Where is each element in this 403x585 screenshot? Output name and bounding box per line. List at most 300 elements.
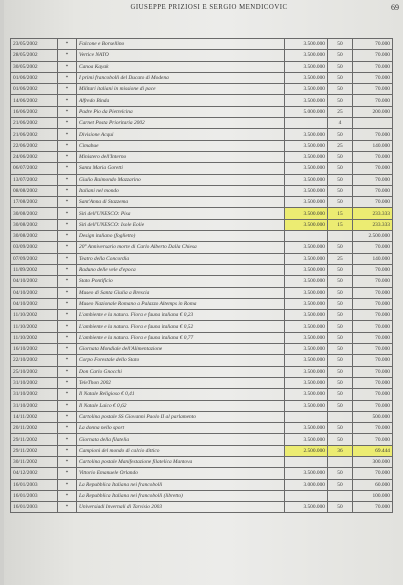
quantity-cell: 50 xyxy=(328,185,353,196)
table-row xyxy=(11,456,393,467)
quantity-cell: 50 xyxy=(328,95,353,106)
total-cell: 70.000 xyxy=(353,400,393,411)
table-row xyxy=(11,129,393,140)
quantity-cell: 15 xyxy=(328,219,353,230)
issue-date-cell: 30/08/2002 xyxy=(11,208,58,219)
print-run-cell: 3.000.000 xyxy=(285,479,328,490)
print-run-cell: 3.500.000 xyxy=(285,151,328,162)
print-run-cell: 3.500.000 xyxy=(285,423,328,434)
mark-cell: * xyxy=(58,39,77,50)
quantity-cell: 50 xyxy=(328,61,353,72)
mark-cell: * xyxy=(58,197,77,208)
issue-date-cell: 04/10/2002 xyxy=(11,276,58,287)
print-run-cell: 3.500.000 xyxy=(285,50,328,61)
issue-title-cell: Il Natale Laico € 0,62 xyxy=(77,400,285,411)
print-run-cell: 3.500.000 xyxy=(285,61,328,72)
total-cell: 70.000 xyxy=(353,151,393,162)
mark-cell: * xyxy=(58,174,77,185)
mark-cell: * xyxy=(58,219,77,230)
document-page xyxy=(4,0,403,585)
table-row xyxy=(11,197,393,208)
total-cell: 300.000 xyxy=(353,456,393,467)
mark-cell: * xyxy=(58,208,77,219)
print-run-cell: 3.500.000 xyxy=(285,253,328,264)
issue-date-cell: 07/09/2002 xyxy=(11,253,58,264)
page-number: 69 xyxy=(391,3,399,12)
issue-date-cell: 22/10/2002 xyxy=(11,355,58,366)
issue-date-cell: 16/01/2003 xyxy=(11,479,58,490)
issue-date-cell: 28/05/2002 xyxy=(11,50,58,61)
issue-date-cell: 04/10/2002 xyxy=(11,287,58,298)
issue-date-cell: 29/11/2002 xyxy=(11,434,58,445)
issue-date-cell: 24/06/2002 xyxy=(11,151,58,162)
table-row xyxy=(11,479,393,490)
mark-cell: * xyxy=(58,253,77,264)
issue-title-cell: Museo di Santa Giulia a Brescia xyxy=(77,287,285,298)
print-run-cell: 3.500.000 xyxy=(285,242,328,253)
table-row xyxy=(11,287,393,298)
mark-cell: * xyxy=(58,445,77,456)
print-run-cell: 3.500.000 xyxy=(285,219,328,230)
issue-date-cell: 31/10/2002 xyxy=(11,389,58,400)
mark-cell: * xyxy=(58,264,77,275)
print-run-cell: 3.500.000 xyxy=(285,310,328,321)
table-row xyxy=(11,389,393,400)
quantity-cell: 50 xyxy=(328,287,353,298)
issue-title-cell: Padre Pio da Pietrelcina xyxy=(77,106,285,117)
mark-cell: * xyxy=(58,423,77,434)
quantity-cell: 50 xyxy=(328,355,353,366)
total-cell: 70.000 xyxy=(353,39,393,50)
table-row xyxy=(11,219,393,230)
print-run-cell: 3.500.000 xyxy=(285,366,328,377)
issue-date-cell: 20/11/2002 xyxy=(11,423,58,434)
quantity-cell: 36 xyxy=(328,445,353,456)
table-body xyxy=(11,39,393,513)
issue-date-cell: 16/06/2002 xyxy=(11,106,58,117)
print-run-cell: 3.500.000 xyxy=(285,276,328,287)
mark-cell: * xyxy=(58,321,77,332)
quantity-cell: 50 xyxy=(328,50,353,61)
table-row xyxy=(11,208,393,219)
total-cell: 70.000 xyxy=(353,95,393,106)
issue-title-cell: Carnet Posta Prioritaria 2002 xyxy=(77,118,285,129)
print-run-cell: 3.500.000 xyxy=(285,389,328,400)
issue-date-cell: 30/08/2002 xyxy=(11,231,58,242)
print-run-cell: 3.500.000 xyxy=(285,95,328,106)
table-row xyxy=(11,264,393,275)
print-run-cell: 5.000.000 xyxy=(285,106,328,117)
mark-cell: * xyxy=(58,140,77,151)
total-cell: 70.000 xyxy=(353,185,393,196)
print-run-cell xyxy=(285,456,328,467)
issue-title-cell: Cimabue xyxy=(77,140,285,151)
quantity-cell: 50 xyxy=(328,389,353,400)
table-row xyxy=(11,253,393,264)
print-run-cell: 3.500.000 xyxy=(285,163,328,174)
issue-date-cell: 16/10/2002 xyxy=(11,344,58,355)
issue-title-cell: Divisione Acqui xyxy=(77,129,285,140)
issue-date-cell: 29/11/2002 xyxy=(11,445,58,456)
quantity-cell: 25 xyxy=(328,106,353,117)
print-run-cell: 3.500.000 xyxy=(285,185,328,196)
total-cell: 70.000 xyxy=(353,434,393,445)
table-row xyxy=(11,468,393,479)
issue-title-cell: Stato Pontificio xyxy=(77,276,285,287)
issue-date-cell: 04/12/2002 xyxy=(11,468,58,479)
total-cell: 70.000 xyxy=(353,163,393,174)
mark-cell: * xyxy=(58,502,77,513)
issue-title-cell: 20° Anniversario morte di Carlo Alberto Dalla Chiesa xyxy=(77,242,285,253)
print-run-cell xyxy=(285,411,328,422)
issue-title-cell: L'ambiente e la natura. Flora e fauna italiana € 0,77 xyxy=(77,332,285,343)
table-row xyxy=(11,502,393,513)
quantity-cell: 50 xyxy=(328,321,353,332)
print-run-cell: 3.500.000 xyxy=(285,321,328,332)
issue-date-cell: 14/06/2002 xyxy=(11,95,58,106)
total-cell: 70.000 xyxy=(353,174,393,185)
issue-title-cell: Siti dell'UNESCO: Isole Eolie xyxy=(77,219,285,230)
mark-cell: * xyxy=(58,479,77,490)
mark-cell: * xyxy=(58,163,77,174)
total-cell: 70.000 xyxy=(353,344,393,355)
mark-cell: * xyxy=(58,468,77,479)
issue-title-cell: Corpo Forestale dello Stato xyxy=(77,355,285,366)
table-row xyxy=(11,50,393,61)
total-cell: 70.000 xyxy=(353,423,393,434)
quantity-cell: 50 xyxy=(328,366,353,377)
total-cell: 233.333 xyxy=(353,208,393,219)
print-run-cell: 3.500.000 xyxy=(285,400,328,411)
table-row xyxy=(11,411,393,422)
total-cell: 70.000 xyxy=(353,276,393,287)
print-run-cell xyxy=(285,231,328,242)
mark-cell: * xyxy=(58,185,77,196)
print-run-cell xyxy=(285,490,328,501)
issue-date-cell: 06/07/2002 xyxy=(11,163,58,174)
issue-date-cell: 08/08/2002 xyxy=(11,185,58,196)
issue-title-cell: La donna nello sport xyxy=(77,423,285,434)
print-run-cell: 3.500.000 xyxy=(285,208,328,219)
total-cell: 2.500.000 xyxy=(353,231,393,242)
table-row xyxy=(11,163,393,174)
total-cell: 70.000 xyxy=(353,298,393,309)
issue-title-cell: Vittorio Emanuele Orlando xyxy=(77,468,285,479)
issue-title-cell: La Repubblica Italiana nei francobolli (libretto) xyxy=(77,490,285,501)
issue-title-cell: Don Carlo Gnocchi xyxy=(77,366,285,377)
quantity-cell: 50 xyxy=(328,129,353,140)
table-row xyxy=(11,310,393,321)
issue-date-cell: 13/07/2002 xyxy=(11,174,58,185)
print-run-cell: 3.500.000 xyxy=(285,377,328,388)
table-row xyxy=(11,423,393,434)
issue-title-cell: Canoa Kayak xyxy=(77,61,285,72)
quantity-cell: 4 xyxy=(328,118,353,129)
issue-title-cell: TeleThon 2002 xyxy=(77,377,285,388)
mark-cell: * xyxy=(58,490,77,501)
print-run-cell: 3.500.000 xyxy=(285,129,328,140)
issue-title-cell: Falcone e Borsellino xyxy=(77,39,285,50)
table-row xyxy=(11,377,393,388)
issue-title-cell: Raduno delle vele d'epoca xyxy=(77,264,285,275)
table-row xyxy=(11,445,393,456)
quantity-cell: 50 xyxy=(328,310,353,321)
issue-date-cell: 11/09/2002 xyxy=(11,264,58,275)
issue-date-cell: 11/10/2002 xyxy=(11,310,58,321)
table-row xyxy=(11,106,393,117)
issue-title-cell: La Repubblica Italiana nei francobolli xyxy=(77,479,285,490)
quantity-cell: 50 xyxy=(328,151,353,162)
table-row xyxy=(11,118,393,129)
mark-cell: * xyxy=(58,377,77,388)
issue-date-cell: 30/11/2002 xyxy=(11,456,58,467)
total-cell: 70.000 xyxy=(353,84,393,95)
table-row xyxy=(11,185,393,196)
mark-cell: * xyxy=(58,310,77,321)
total-cell: 100.000 xyxy=(353,490,393,501)
quantity-cell xyxy=(328,456,353,467)
issue-title-cell: Vertice NATO xyxy=(77,50,285,61)
mark-cell: * xyxy=(58,231,77,242)
table-row xyxy=(11,434,393,445)
mark-cell: * xyxy=(58,355,77,366)
mark-cell: * xyxy=(58,95,77,106)
print-run-cell: 3.500.000 xyxy=(285,140,328,151)
issue-date-cell: 21/06/2002 xyxy=(11,129,58,140)
issue-date-cell: 25/10/2002 xyxy=(11,366,58,377)
table-row xyxy=(11,72,393,83)
total-cell: 69.444 xyxy=(353,445,393,456)
stamp-issue-table xyxy=(10,38,393,513)
quantity-cell xyxy=(328,490,353,501)
print-run-cell: 3.500.000 xyxy=(285,298,328,309)
total-cell xyxy=(353,118,393,129)
print-run-cell: 3.500.000 xyxy=(285,287,328,298)
table-row xyxy=(11,355,393,366)
total-cell: 70.000 xyxy=(353,377,393,388)
table-row xyxy=(11,276,393,287)
total-cell: 70.000 xyxy=(353,389,393,400)
total-cell: 70.000 xyxy=(353,264,393,275)
mark-cell: * xyxy=(58,344,77,355)
issue-title-cell: Giornata della filatelia xyxy=(77,434,285,445)
quantity-cell: 50 xyxy=(328,479,353,490)
total-cell: 70.000 xyxy=(353,50,393,61)
page-header xyxy=(4,3,399,15)
quantity-cell: 50 xyxy=(328,197,353,208)
print-run-cell: 3.500.000 xyxy=(285,355,328,366)
mark-cell: * xyxy=(58,72,77,83)
table-row xyxy=(11,84,393,95)
mark-cell: * xyxy=(58,456,77,467)
issue-date-cell: 11/10/2002 xyxy=(11,332,58,343)
quantity-cell: 50 xyxy=(328,468,353,479)
total-cell: 70.000 xyxy=(353,355,393,366)
issue-date-cell: 17/08/2002 xyxy=(11,197,58,208)
issue-title-cell: I primi francobolli del Ducato di Modena xyxy=(77,72,285,83)
print-run-cell xyxy=(285,118,328,129)
issue-title-cell: Giulio Raimondo Mazzarino xyxy=(77,174,285,185)
mark-cell: * xyxy=(58,129,77,140)
mark-cell: * xyxy=(58,411,77,422)
quantity-cell: 50 xyxy=(328,434,353,445)
table-row xyxy=(11,140,393,151)
table-row xyxy=(11,231,393,242)
table-row xyxy=(11,95,393,106)
total-cell: 500.000 xyxy=(353,411,393,422)
issue-date-cell: 14/11/2002 xyxy=(11,411,58,422)
issue-title-cell: Sant'Anna di Stazzema xyxy=(77,197,285,208)
total-cell: 70.000 xyxy=(353,332,393,343)
print-run-cell: 3.500.000 xyxy=(285,332,328,343)
table-row xyxy=(11,400,393,411)
mark-cell: * xyxy=(58,389,77,400)
issue-title-cell: Il Natale Religioso € 0,41 xyxy=(77,389,285,400)
total-cell: 70.000 xyxy=(353,129,393,140)
table-row xyxy=(11,490,393,501)
total-cell: 70.000 xyxy=(353,468,393,479)
table-row xyxy=(11,242,393,253)
print-run-cell: 3.500.000 xyxy=(285,72,328,83)
issue-date-cell: 21/06/2002 xyxy=(11,118,58,129)
issue-title-cell: Alfredo Binda xyxy=(77,95,285,106)
issue-title-cell: Ministero dell'Interno xyxy=(77,151,285,162)
print-run-cell: 3.500.000 xyxy=(285,84,328,95)
mark-cell: * xyxy=(58,106,77,117)
issue-date-cell: 16/01/2003 xyxy=(11,490,58,501)
quantity-cell: 50 xyxy=(328,163,353,174)
table-row xyxy=(11,332,393,343)
mark-cell: * xyxy=(58,50,77,61)
table-row xyxy=(11,151,393,162)
issue-title-cell: Militari italiani in missione di pace xyxy=(77,84,285,95)
print-run-cell: 3.500.000 xyxy=(285,344,328,355)
issue-title-cell: Siti dell'UNESCO: Pisa xyxy=(77,208,285,219)
quantity-cell xyxy=(328,411,353,422)
issue-date-cell: 31/10/2002 xyxy=(11,400,58,411)
issue-title-cell: Cartolina postale Manifestazione filatelica Mantova xyxy=(77,456,285,467)
quantity-cell: 50 xyxy=(328,344,353,355)
mark-cell: * xyxy=(58,332,77,343)
quantity-cell: 50 xyxy=(328,174,353,185)
total-cell: 140.000 xyxy=(353,253,393,264)
print-run-cell: 3.500.000 xyxy=(285,197,328,208)
quantity-cell: 15 xyxy=(328,208,353,219)
mark-cell: * xyxy=(58,366,77,377)
mark-cell: * xyxy=(58,287,77,298)
issue-date-cell: 31/10/2002 xyxy=(11,377,58,388)
running-title: GIUSEPPE PRIZIOSI E SERGIO MENDICOVIC xyxy=(130,4,288,11)
issue-date-cell: 30/05/2002 xyxy=(11,61,58,72)
issue-date-cell: 16/01/2003 xyxy=(11,502,58,513)
total-cell: 70.000 xyxy=(353,366,393,377)
total-cell: 200.000 xyxy=(353,106,393,117)
issue-title-cell: Teatro della Concordia xyxy=(77,253,285,264)
print-run-cell: 3.500.000 xyxy=(285,502,328,513)
quantity-cell: 50 xyxy=(328,264,353,275)
issue-date-cell: 01/06/2002 xyxy=(11,72,58,83)
issue-date-cell: 23/05/2002 xyxy=(11,39,58,50)
quantity-cell: 50 xyxy=(328,502,353,513)
total-cell: 233.333 xyxy=(353,219,393,230)
quantity-cell: 50 xyxy=(328,377,353,388)
quantity-cell: 25 xyxy=(328,140,353,151)
issue-date-cell: 30/08/2002 xyxy=(11,219,58,230)
total-cell: 70.000 xyxy=(353,72,393,83)
total-cell: 70.000 xyxy=(353,197,393,208)
issue-title-cell: Giornata Mondiale dell'Alimentazione xyxy=(77,344,285,355)
issue-title-cell: Santa Maria Goretti xyxy=(77,163,285,174)
table-row xyxy=(11,344,393,355)
mark-cell: * xyxy=(58,61,77,72)
table-row xyxy=(11,298,393,309)
print-run-cell: 3.500.000 xyxy=(285,174,328,185)
issue-date-cell: 01/06/2002 xyxy=(11,84,58,95)
quantity-cell: 25 xyxy=(328,253,353,264)
total-cell: 70.000 xyxy=(353,321,393,332)
issue-title-cell: L'ambiente e la natura. Flora e fauna italiana € 0,23 xyxy=(77,310,285,321)
total-cell: 140.000 xyxy=(353,140,393,151)
table-row xyxy=(11,39,393,50)
quantity-cell: 50 xyxy=(328,39,353,50)
total-cell: 70.000 xyxy=(353,287,393,298)
mark-cell: * xyxy=(58,84,77,95)
mark-cell: * xyxy=(58,400,77,411)
issue-title-cell: L'ambiente e la natura. Flora e fauna italiana € 0,52 xyxy=(77,321,285,332)
issue-title-cell: Cartolina postale SS Giovanni Paolo II al parlamento xyxy=(77,411,285,422)
quantity-cell: 50 xyxy=(328,242,353,253)
print-run-cell: 2.500.000 xyxy=(285,445,328,456)
print-run-cell: 3.500.000 xyxy=(285,39,328,50)
quantity-cell: 50 xyxy=(328,72,353,83)
issue-date-cell: 22/06/2002 xyxy=(11,140,58,151)
issue-date-cell: 04/10/2002 xyxy=(11,298,58,309)
table-row xyxy=(11,174,393,185)
print-run-cell: 3.500.000 xyxy=(285,264,328,275)
issue-title-cell: Italiani nel mondo xyxy=(77,185,285,196)
table-row xyxy=(11,61,393,72)
total-cell: 70.000 xyxy=(353,502,393,513)
quantity-cell: 50 xyxy=(328,84,353,95)
issue-date-cell: 11/10/2002 xyxy=(11,321,58,332)
print-run-cell: 3.500.000 xyxy=(285,434,328,445)
quantity-cell: 50 xyxy=(328,276,353,287)
mark-cell: * xyxy=(58,242,77,253)
quantity-cell: 50 xyxy=(328,423,353,434)
total-cell: 70.000 xyxy=(353,242,393,253)
quantity-cell: 50 xyxy=(328,298,353,309)
mark-cell: * xyxy=(58,118,77,129)
mark-cell: * xyxy=(58,276,77,287)
issue-title-cell: Universiadi Invernali di Tarvisio 2003 xyxy=(77,502,285,513)
quantity-cell xyxy=(328,231,353,242)
mark-cell: * xyxy=(58,151,77,162)
table-row xyxy=(11,321,393,332)
issue-title-cell: Museo Nazionale Romano a Palazzo Altemps in Roma xyxy=(77,298,285,309)
total-cell: 60.000 xyxy=(353,479,393,490)
issue-title-cell: Design italiano (foglietto) xyxy=(77,231,285,242)
issue-date-cell: 03/09/2002 xyxy=(11,242,58,253)
mark-cell: * xyxy=(58,434,77,445)
print-run-cell: 3.500.000 xyxy=(285,468,328,479)
quantity-cell: 50 xyxy=(328,400,353,411)
mark-cell: * xyxy=(58,298,77,309)
quantity-cell: 50 xyxy=(328,332,353,343)
total-cell: 70.000 xyxy=(353,310,393,321)
table-row xyxy=(11,366,393,377)
issue-title-cell: Campioni del mondo di calcio dittico xyxy=(77,445,285,456)
total-cell: 70.000 xyxy=(353,61,393,72)
